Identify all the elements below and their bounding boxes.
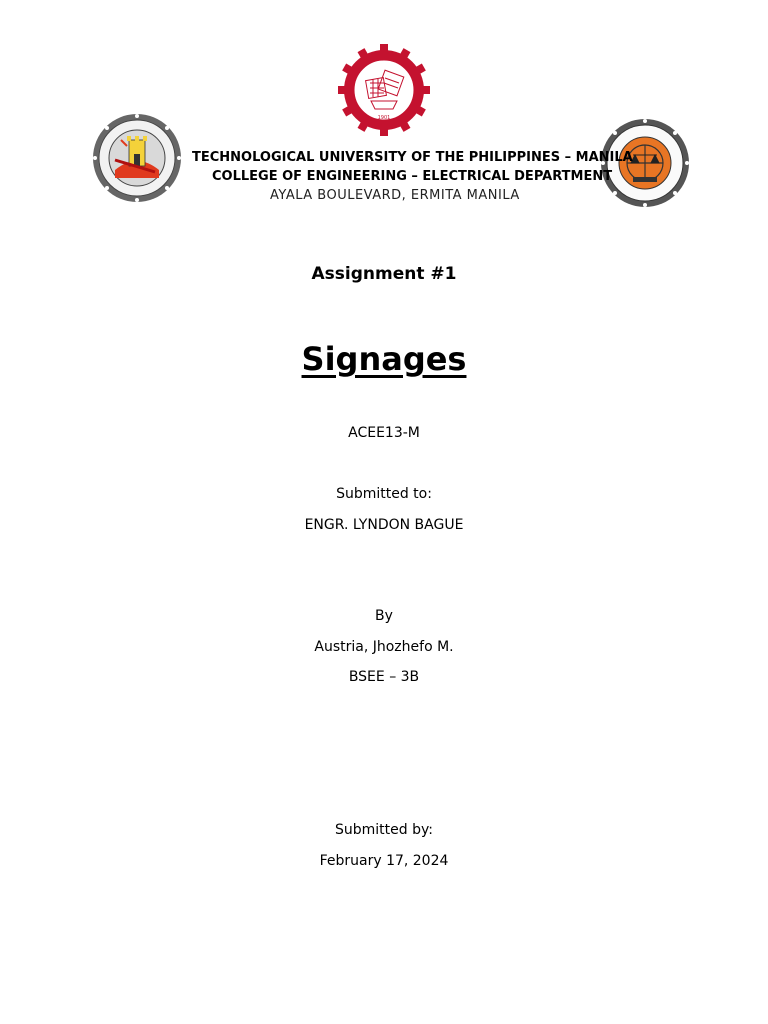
seal-year: 1901 [377,115,391,121]
submitted-to-label: Submitted to: [336,486,432,502]
address: AYALA BOULEVARD, ERMITA MANILA [270,188,520,203]
course-code: ACEE13-M [348,425,420,441]
college-of-engineering-seal-icon [91,112,183,204]
by-label: By [375,608,393,624]
page-title: Signages [301,340,467,378]
submission-date: February 17, 2024 [319,853,449,869]
tup-seal-icon [337,43,431,137]
student-name: Austria, Jhozhefo M. [314,639,454,655]
college-name: COLLEGE OF ENGINEERING – ELECTRICAL DEPARTMENT [212,169,613,184]
assignment-number: Assignment #1 [311,264,457,284]
section: BSEE – 3B [348,669,420,685]
university-name: TECHNOLOGICAL UNIVERSITY OF THE PHILIPPINES – MANILA [192,150,633,165]
instructor-name: ENGR. LYNDON BAGUE [304,517,464,533]
submitted-by-label: Submitted by: [335,822,433,838]
